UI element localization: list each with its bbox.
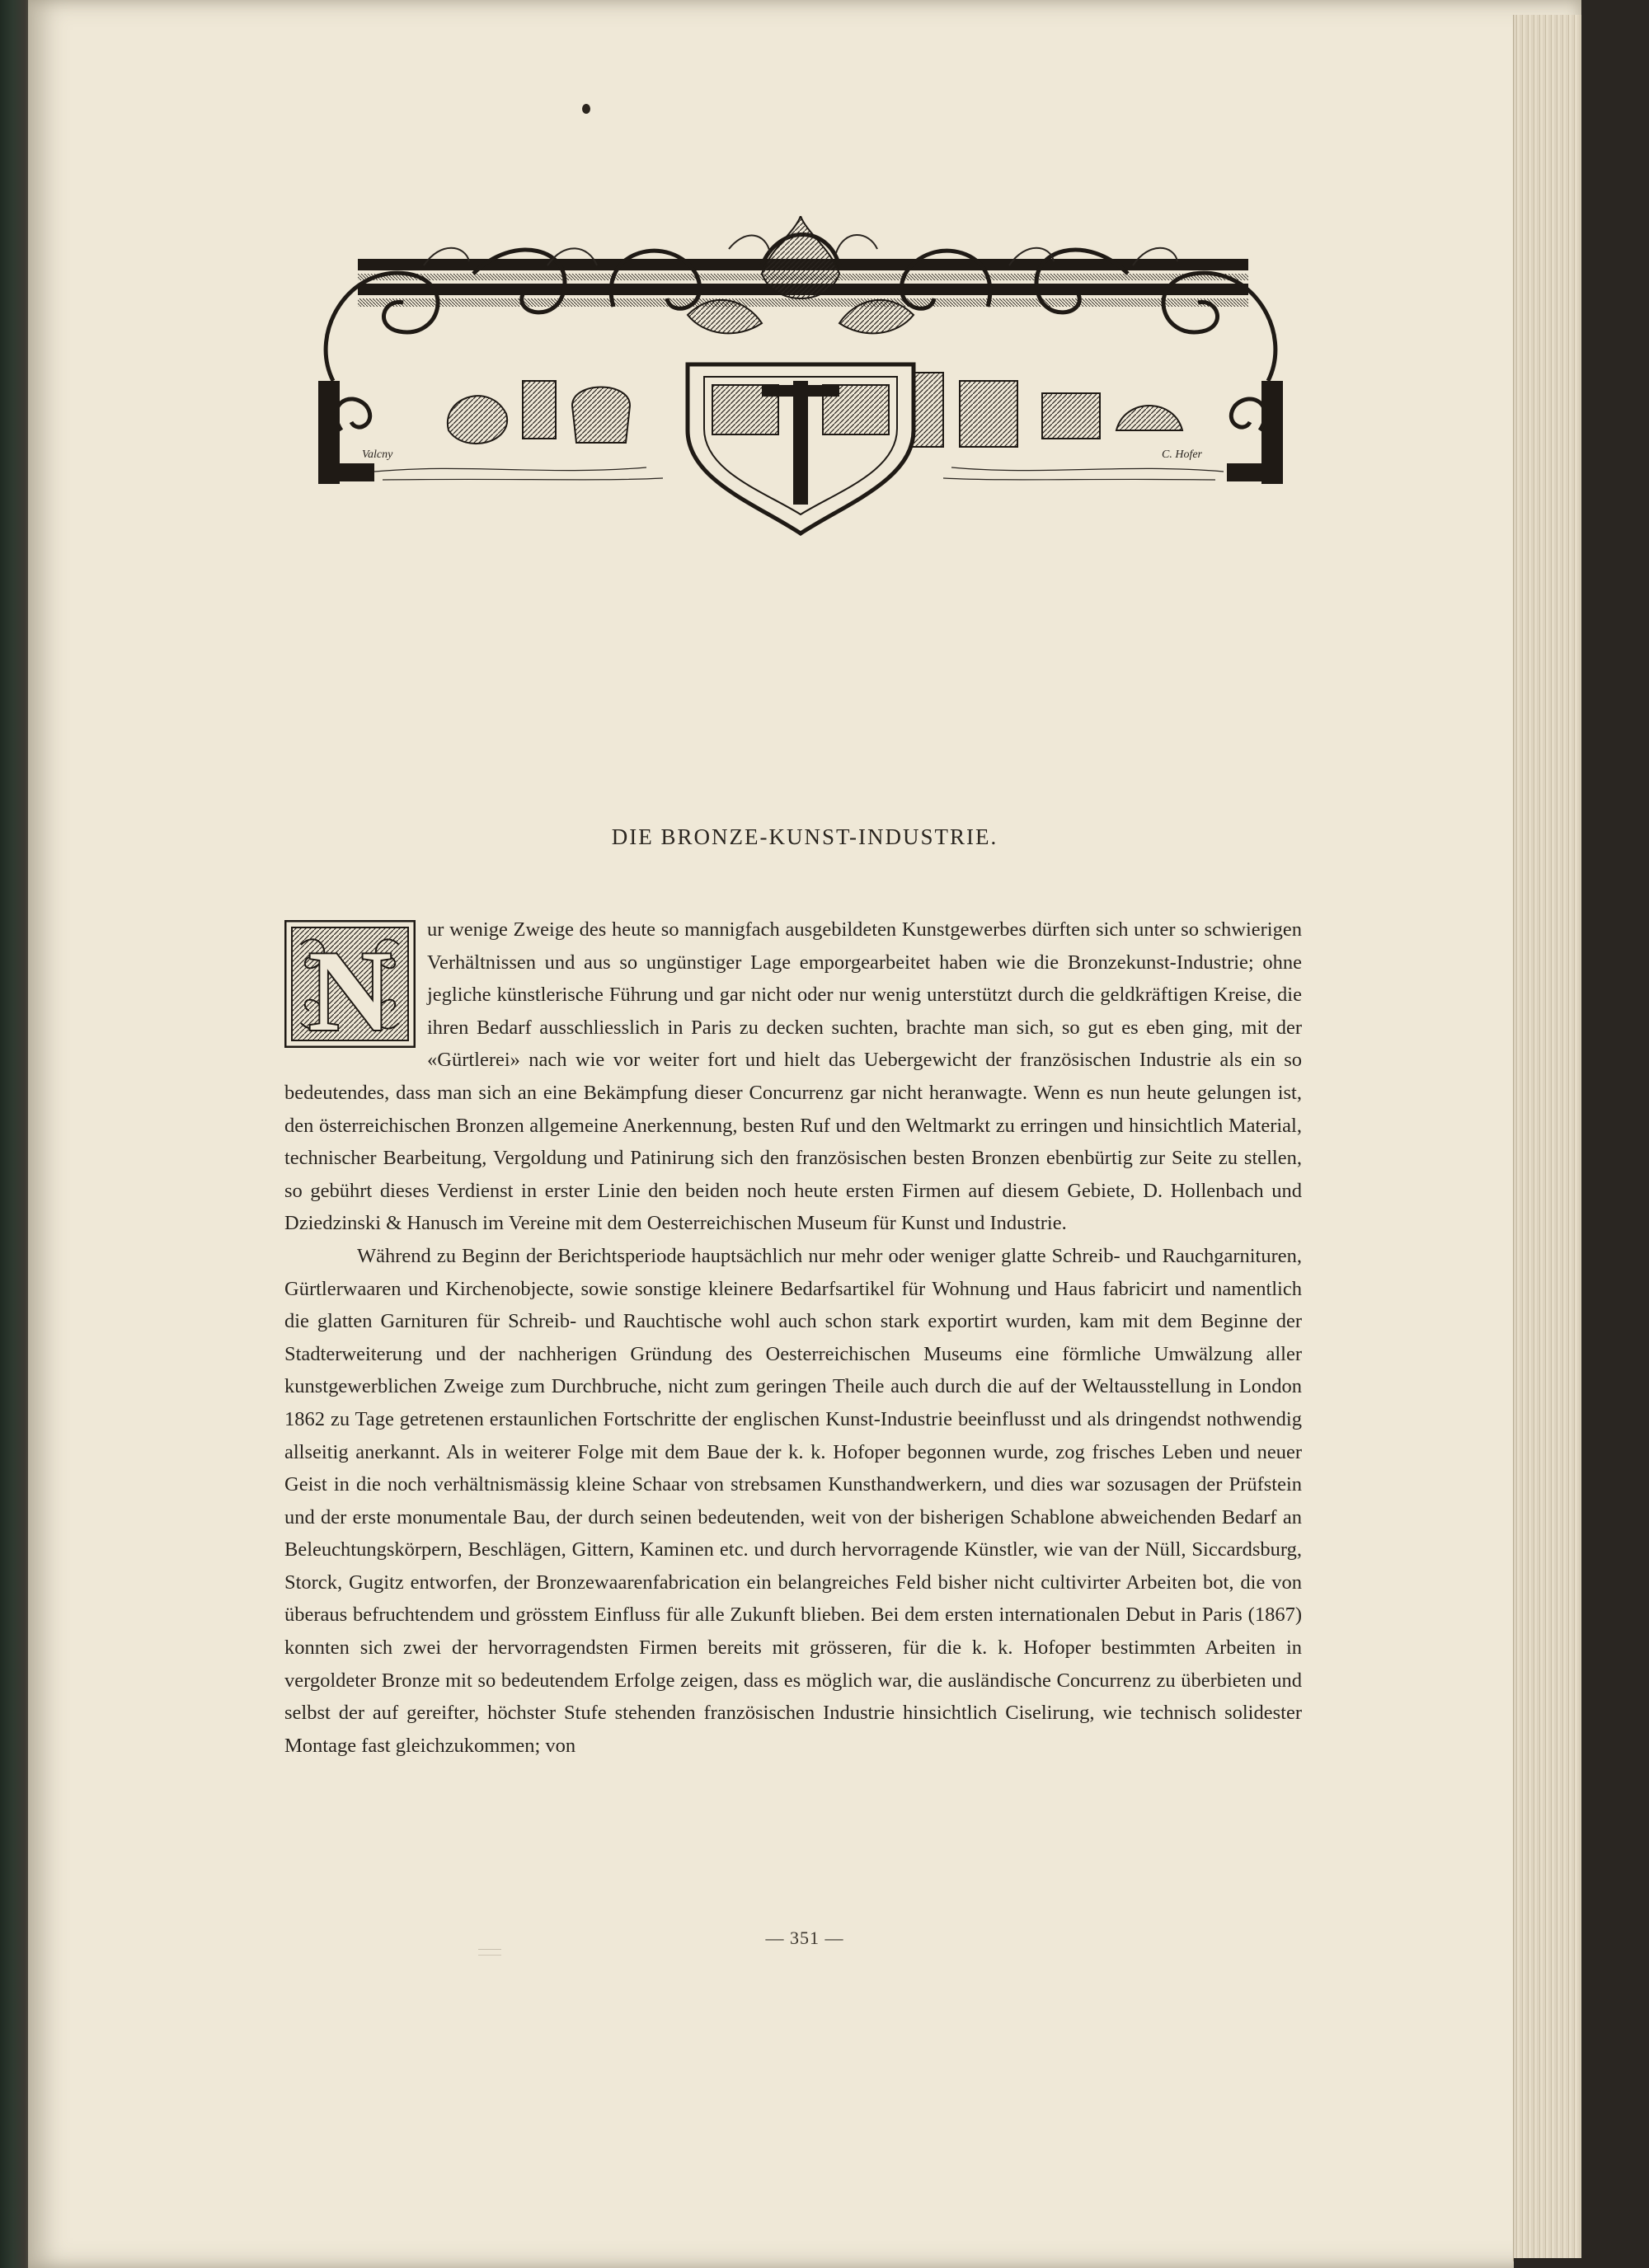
chapter-title: DIE BRONZE-KUNST-INDUSTRIE. — [611, 824, 998, 849]
initial-letter: N — [308, 927, 392, 1048]
headpiece-signature-right: C. Hofer — [1162, 448, 1202, 461]
decorated-initial — [284, 920, 416, 1048]
headpiece-signature-left: Valcny — [362, 448, 393, 461]
page-edges — [1513, 15, 1581, 2261]
ornamental-headpiece — [300, 216, 1301, 538]
body-text — [284, 913, 1302, 1762]
ink-spot — [582, 104, 590, 114]
page-number: — 351 — — [765, 1928, 844, 1948]
page-edge-bottom — [1514, 2258, 1581, 2268]
paragraph-1: ur wenige Zweige des heute so mannigfach ausgebildeten Kunstgewerbes dürften sich unter so schwierigen Verhältnissen und aus so ungünstiger Lage emporgearbeitet haben wie die Bronzekunst-Industrie; ohne jegliche künstlerische Führung und gar nicht oder nur wenig unterstützt durch die geldkräftigen Kreise, die ihren Bedarf ausschliesslich in Paris zu decken suchten, brachte man sich, so gut es eben ging, mit der «Gürtlerei» nach wie vor weiter fort und hielt das Uebergewicht der französischen Industrie als ein so bedeutendes, dass man sich an eine Bekämpfung dieser Concurrenz gar nicht heranwagte. Wenn es nun heute gelungen ist, den österreichischen Bronzen allgemeine Anerkennung, besten Ruf und den Weltmarkt zu erringen und hinsichtlich Material, technischer Bearbeitung, Vergoldung und Patinirung sich den französischen besten Bronzen ebenbürtig zur Seite zu stellen, so gebührt dieses Verdienst in erster Linie den beiden noch heute ersten Firmen auf diesem Gebiete, D. Hollenbach und Dziedzinski & Hanusch im Vereine mit dem Oesterreichischen Museum für Kunst und Industrie. — [284, 918, 1302, 1235]
book-page — [28, 0, 1581, 2268]
paragraph-2: Während zu Beginn der Berichtsperiode hauptsächlich nur mehr oder weniger glatte Schreib- und Rauchgarnituren, Gürtlerwaaren und Kirchenobjecte, sowie sonstige kleinere Bedarfsartikel für Wohnung und Haus fabricirt und namentlich die glatten Garnituren für Schreib- und Rauchtische wohl auch schon stark exportirt wurden, kam mit dem Beginne der Stadterweiterung und der nachherigen Gründung des Oesterreichischen Museums eine förmliche Umwälzung aller kunstgewerblichen Zweige zum Durchbruche, nicht zum geringen Theile auch durch die auf der Weltausstellung in London 1862 zu Tage getretenen erstaunlichen Fortschritte der englischen Kunst-Industrie beeinflusst und als dringendst nothwendig allseitig anerkannt. Als in weiterer Folge mit dem Baue der k. k. Hofoper begonnen wurde, zog frisches Leben und neuer Geist in die noch verhältnismässig kleine Schaar von strebsamen Kunsthandwerkern, und dies war sozusagen der Prüfstein und der erste monumentale Bau, der durch seinen bedeutenden, weit von der bisherigen Schablone abweichenden Bedarf an Beleuchtungskörpern, Beschlägen, Gittern, Kaminen etc. und durch hervorragende Künstler, wie van der Nüll, Siccardsburg, Storck, Gugitz entworfen, der Bronzewaarenfabrication ein belangreiches Feld bisher nicht cultivirter Arbeiten bot, die von überaus befruchtendem und grösstem Einfluss für alle Zukunft blieben. Bei dem ersten internationalen Debut in Paris (1867) konnten sich zwei der hervorragendsten Firmen bereits mit grösseren, für die k. k. Hofoper bestimmten Arbeiten in vergoldeter Bronze mit so bedeutendem Erfolge zeigen, dass es möglich war, die ausländische Concurrenz zu überbieten und selbst der auf gereifter, höchster Stufe stehenden französischen Industrie hinsichtlich Ciselirung, wie technisch solidester Montage fast gleichzukommen; von — [284, 1244, 1302, 1757]
pencil-mark — [478, 1949, 501, 1956]
